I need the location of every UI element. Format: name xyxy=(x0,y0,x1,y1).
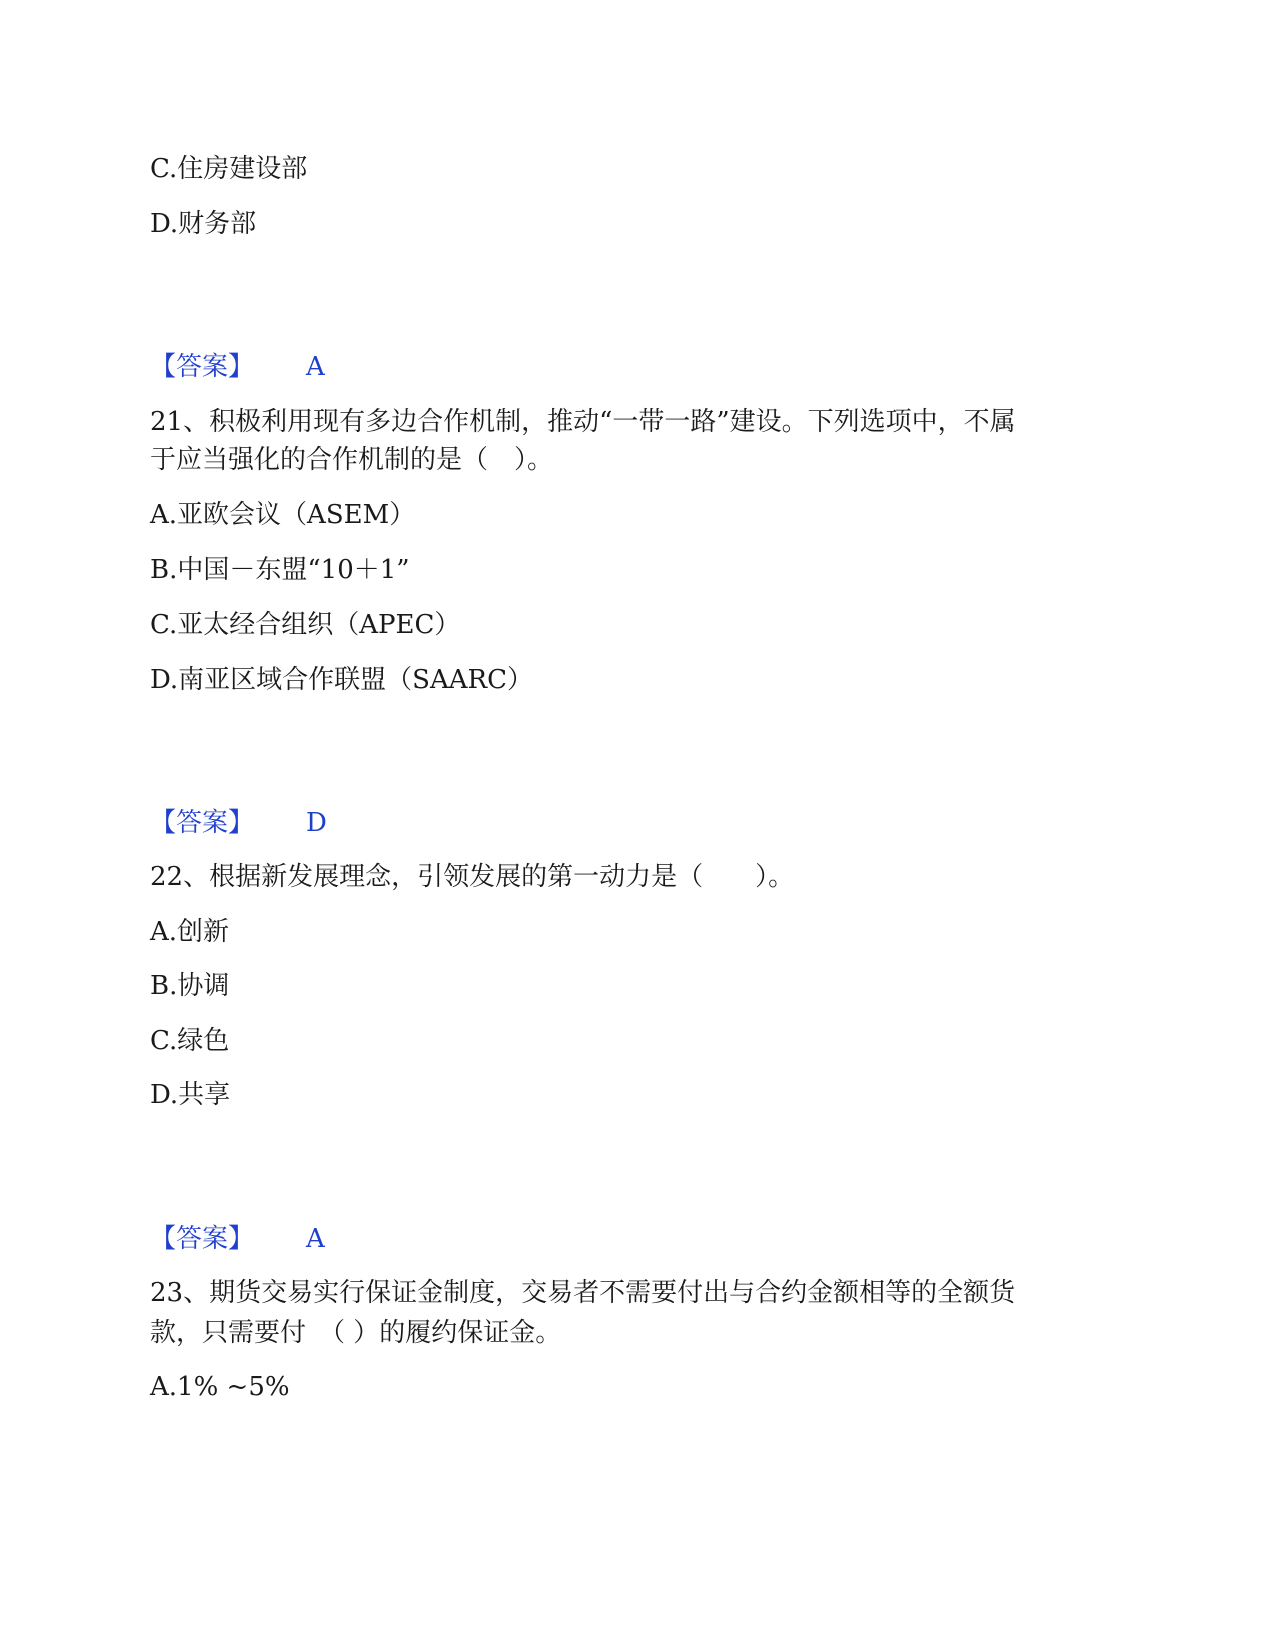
option-c: C.住房建设部 xyxy=(150,154,308,184)
answer-label: 【答案】 xyxy=(150,1224,255,1254)
question-21-text-line-1: 21、积极利用现有多边合作机制，推动“一带一路”建设。下列选项中，不属 xyxy=(150,407,1016,437)
answer-label: 【答案】 xyxy=(150,352,255,382)
question-21-text-line-2: 于应当强化的合作机制的是（ ）。 xyxy=(150,445,554,475)
question-22-text: 22、根据新发展理念，引领发展的第一动力是（ ）。 xyxy=(150,862,795,892)
answer-label: 【答案】 xyxy=(150,808,255,838)
question-22-answer xyxy=(150,1222,325,1256)
question-21-option-a: A.亚欧会议（ASEM） xyxy=(150,500,416,530)
question-23-text-line-1: 23、期货交易实行保证金制度，交易者不需要付出与合约金额相等的全额货 xyxy=(150,1278,1016,1308)
question-21-option-d: D.南亚区域合作联盟（SAARC） xyxy=(150,665,534,695)
answer-value: A xyxy=(306,352,325,382)
question-21-answer xyxy=(150,806,327,840)
question-22-option-a: A.创新 xyxy=(150,917,230,947)
question-22-option-b: B.协调 xyxy=(150,971,230,1001)
question-22-option-c: C.绿色 xyxy=(150,1026,230,1056)
question-23-option-a: A.1% ~5% xyxy=(150,1372,290,1402)
question-23-text-line-2: 款，只需要付 （ ）的履约保证金。 xyxy=(150,1318,562,1348)
answer-line xyxy=(150,350,325,384)
question-21-option-b: B.中国－东盟“10＋1” xyxy=(150,555,410,585)
option-d: D.财务部 xyxy=(150,209,257,239)
answer-value: D xyxy=(306,808,327,838)
answer-value: A xyxy=(306,1224,325,1254)
question-22-option-d: D.共享 xyxy=(150,1080,231,1110)
question-21-option-c: C.亚太经合组织（APEC） xyxy=(150,610,461,640)
